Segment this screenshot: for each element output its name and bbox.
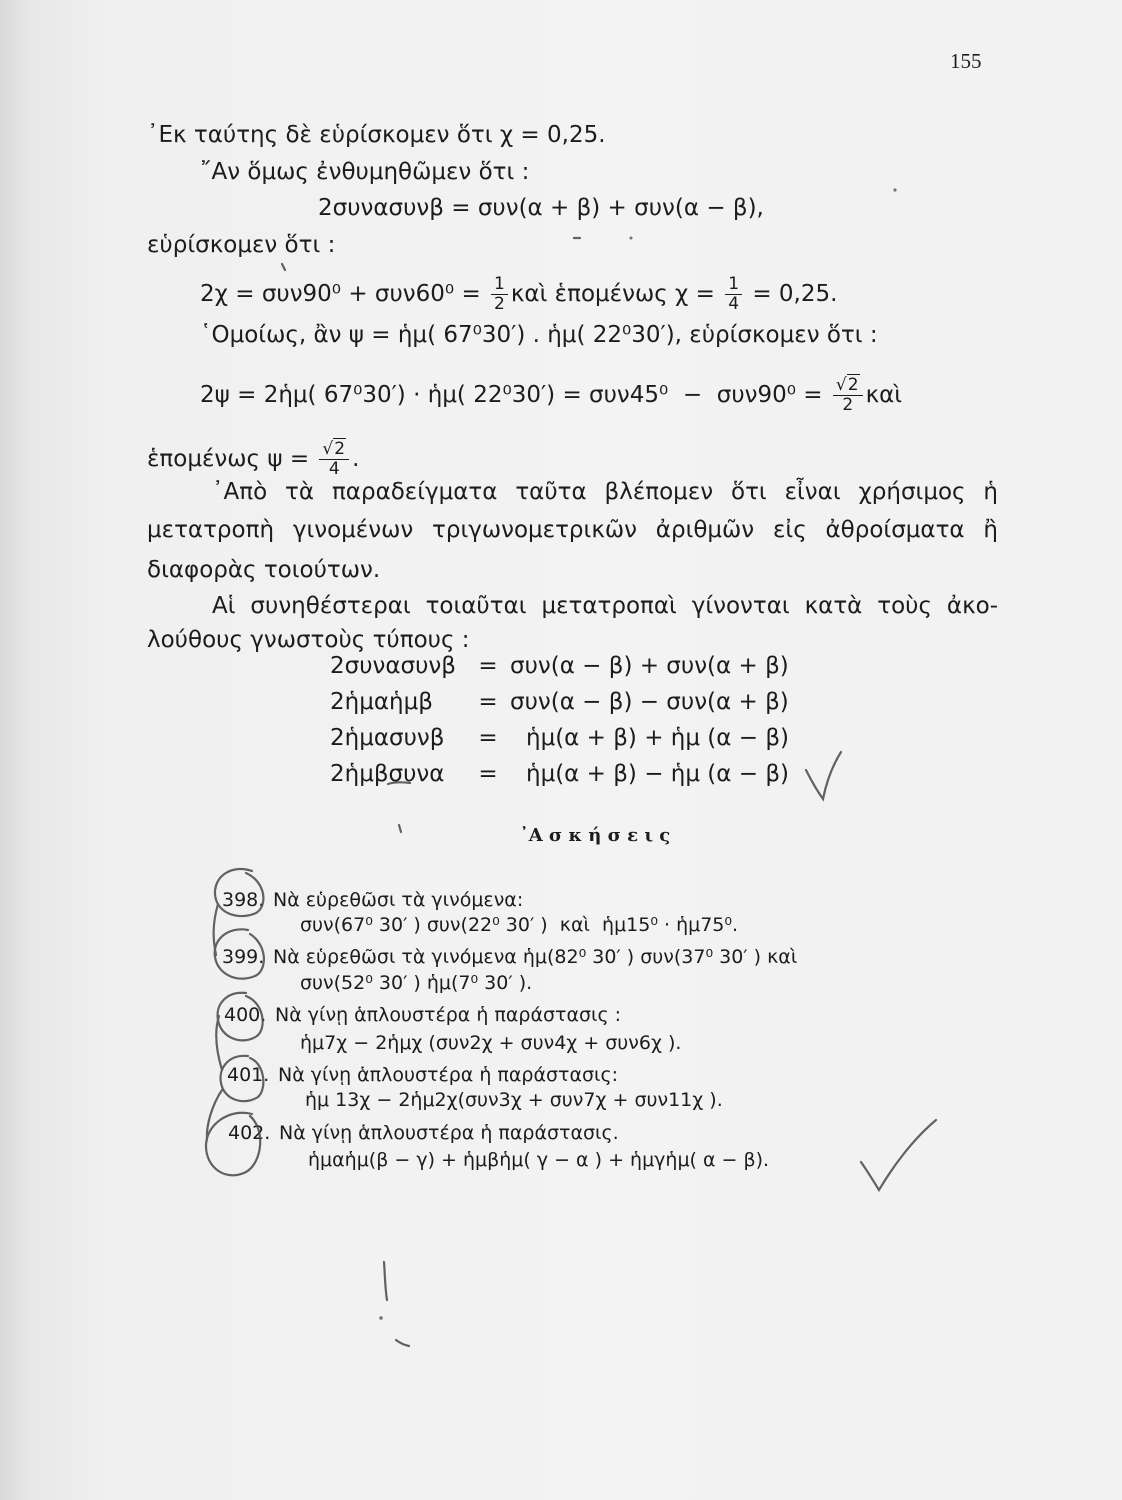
formula-rhs: συν(α − β) + συν(α + β) — [510, 653, 789, 679]
paragraph-line-1 — [212, 477, 998, 507]
formula-rhs: συν(α − β) − συν(α + β) — [510, 689, 789, 715]
exercise-399 — [222, 945, 797, 969]
exercise-text: Νὰ εὑρεθῶσι τὰ γινόμενα ἡμ(82⁰ 30′ ) συν(37⁰ 30′ ) καὶ — [273, 946, 798, 968]
fraction-one-quarter — [725, 275, 742, 314]
paragraph-text: Αἱ συνηθέστεραι τοιαῦται μετατροπαὶ γίνονται κατὰ τοὺς ἀκο- — [212, 593, 998, 619]
pencil-dot — [379, 1316, 383, 1320]
exercise-text: Νὰ γίνῃ ἁπλουστέρα ἡ παράστασις : — [275, 1004, 622, 1026]
formula-equals: = — [478, 761, 498, 787]
equation-chi — [200, 275, 837, 314]
text-line-4: εὑρίσκομεν ὅτι : — [147, 232, 336, 258]
pencil-tick — [282, 264, 285, 270]
exercise-400 — [224, 1003, 621, 1027]
paragraph-line-5: λούθους γνωστοὺς τύπους : — [147, 627, 470, 653]
exercise-399-expression: συν(52⁰ 30′ ) ἡμ(7⁰ 30′ ). — [300, 972, 533, 994]
radicand: 2 — [847, 375, 859, 395]
root-sign: √ — [835, 375, 847, 395]
formula-equals: = — [478, 653, 498, 679]
equation-chi-start: 2χ = συν90⁰ + συν60⁰ = — [200, 281, 489, 307]
text-line-2: ῎Αν ὅμως ἐνθυμηθῶμεν ὅτι : — [200, 159, 530, 185]
pencil-connector — [207, 904, 222, 1140]
equation-psi-result-end: . — [352, 446, 360, 472]
paragraph-text: μετατροπὴ γινομένων τριγωνομετρικῶν ἀριθμῶν εἰς ἀθροίσματα ἢ — [147, 517, 998, 543]
exercise-398-expression: συν(67⁰ 30′ ) συν(22⁰ 30′ ) καὶ ἡμ15⁰ · ἡμ75⁰. — [300, 914, 739, 936]
fraction-denominator: 4 — [319, 459, 349, 479]
paragraph-line-2 — [147, 515, 998, 545]
root-sign: √ — [322, 439, 334, 459]
pencil-check-formula — [806, 752, 841, 799]
equation-chi-middle: καὶ ἑπομένως χ = — [510, 281, 723, 307]
exercise-number: 399. — [222, 946, 265, 968]
exercise-401 — [227, 1063, 618, 1087]
pencil-stroke-bottom-2 — [396, 1340, 409, 1346]
exercise-number: 402. — [228, 1122, 271, 1144]
paragraph-text: ᾿Απὸ τὰ παραδείγματα ταῦτα βλέπομεν ὅτι εἶναι χρήσιμος ἡ — [212, 479, 998, 505]
equation-psi-start: 2ψ = 2ἡμ( 67⁰30′) · ἡμ( 22⁰30′) = συν45⁰ − συν90⁰ = — [200, 382, 830, 408]
paragraph-line-3: διαφορὰς τοιούτων. — [147, 557, 381, 583]
formula-row — [330, 651, 789, 681]
exercise-number: 398. — [222, 889, 265, 911]
equation-chi-end: = 0,25. — [745, 281, 838, 307]
formula-lhs: 2ἡμαἡμβ — [330, 689, 433, 715]
formula-equals: = — [478, 689, 498, 715]
fraction-denominator: 4 — [725, 294, 742, 314]
fraction-numerator: 1 — [728, 274, 740, 294]
formula-lhs: 2ἡμβσυνα — [330, 761, 445, 787]
formula-lhs: 2συνασυνβ — [330, 653, 456, 679]
fraction-denominator: 2 — [833, 395, 863, 415]
pencil-dot — [630, 237, 633, 240]
formula-row — [330, 723, 789, 753]
formula-row — [330, 687, 789, 717]
formula-row — [330, 759, 789, 789]
fraction-one-half — [491, 275, 508, 314]
equation-psi-result — [147, 440, 359, 479]
exercise-text: Νὰ εὑρεθῶσι τὰ γινόμενα: — [273, 889, 524, 911]
equation-psi — [200, 376, 902, 415]
equation-psi-end: καὶ — [865, 382, 903, 408]
exercise-398 — [222, 888, 523, 912]
fraction-numerator: 1 — [494, 274, 505, 294]
formula-lhs: 2ἡμασυνβ — [330, 725, 445, 751]
exercise-number: 400. — [224, 1004, 267, 1026]
text-line-6: ῾Ομοίως, ἂν ψ = ἡμ( 67⁰30′) . ἡμ( 22⁰30′), εὑρίσκομεν ὅτι : — [200, 322, 878, 348]
exercise-400-expression: ἡμ7χ − 2ἡμχ (συν2χ + συν4χ + συν6χ ). — [300, 1032, 682, 1054]
pencil-tick — [399, 825, 401, 832]
equation-psi-result-start: ἑπομένως ψ = — [147, 446, 317, 472]
identity-equation: 2συνασυνβ = συν(α + β) + συν(α − β), — [318, 195, 764, 221]
fraction-root2-over-2 — [833, 376, 863, 415]
radicand: 2 — [334, 439, 346, 459]
exercise-402-expression: ἡμαἡμ(β − γ) + ἡμβἡμ( γ − α ) + ἡμγἡμ( α − β). — [308, 1149, 770, 1171]
exercise-402 — [228, 1121, 619, 1145]
exercise-number: 401. — [227, 1064, 270, 1086]
fraction-numerator — [833, 376, 863, 395]
page-number: 155 — [950, 49, 982, 73]
exercise-text: Νὰ γίνῃ ἁπλουστέρα ἡ παράστασις: — [278, 1064, 619, 1086]
formula-equals: = — [478, 725, 498, 751]
exercise-401-expression: ἡμ 13χ − 2ἡμ2χ(συν3χ + συν7χ + συν11χ ). — [305, 1089, 723, 1111]
fraction-numerator — [319, 440, 349, 459]
exercises-heading: ᾿Α σ κ ή σ ε ι ς — [519, 825, 671, 846]
pencil-stroke-bottom — [384, 1262, 387, 1300]
fraction-root2-over-4 — [319, 440, 349, 479]
exercise-text: Νὰ γίνῃ ἁπλουστέρα ἡ παράστασις. — [279, 1122, 619, 1144]
paragraph-line-4 — [212, 591, 998, 621]
text-line-1: ᾿Εκ ταύτης δὲ εὑρίσκομεν ὅτι χ = 0,25. — [147, 122, 606, 148]
fraction-denominator: 2 — [491, 294, 508, 314]
pencil-check-large — [861, 1120, 936, 1190]
pencil-dot — [893, 188, 896, 191]
formula-rhs: ἡμ(α + β) + ἡμ (α − β) — [526, 725, 789, 751]
formula-rhs: ἡμ(α + β) − ἡμ (α − β) — [526, 761, 789, 787]
